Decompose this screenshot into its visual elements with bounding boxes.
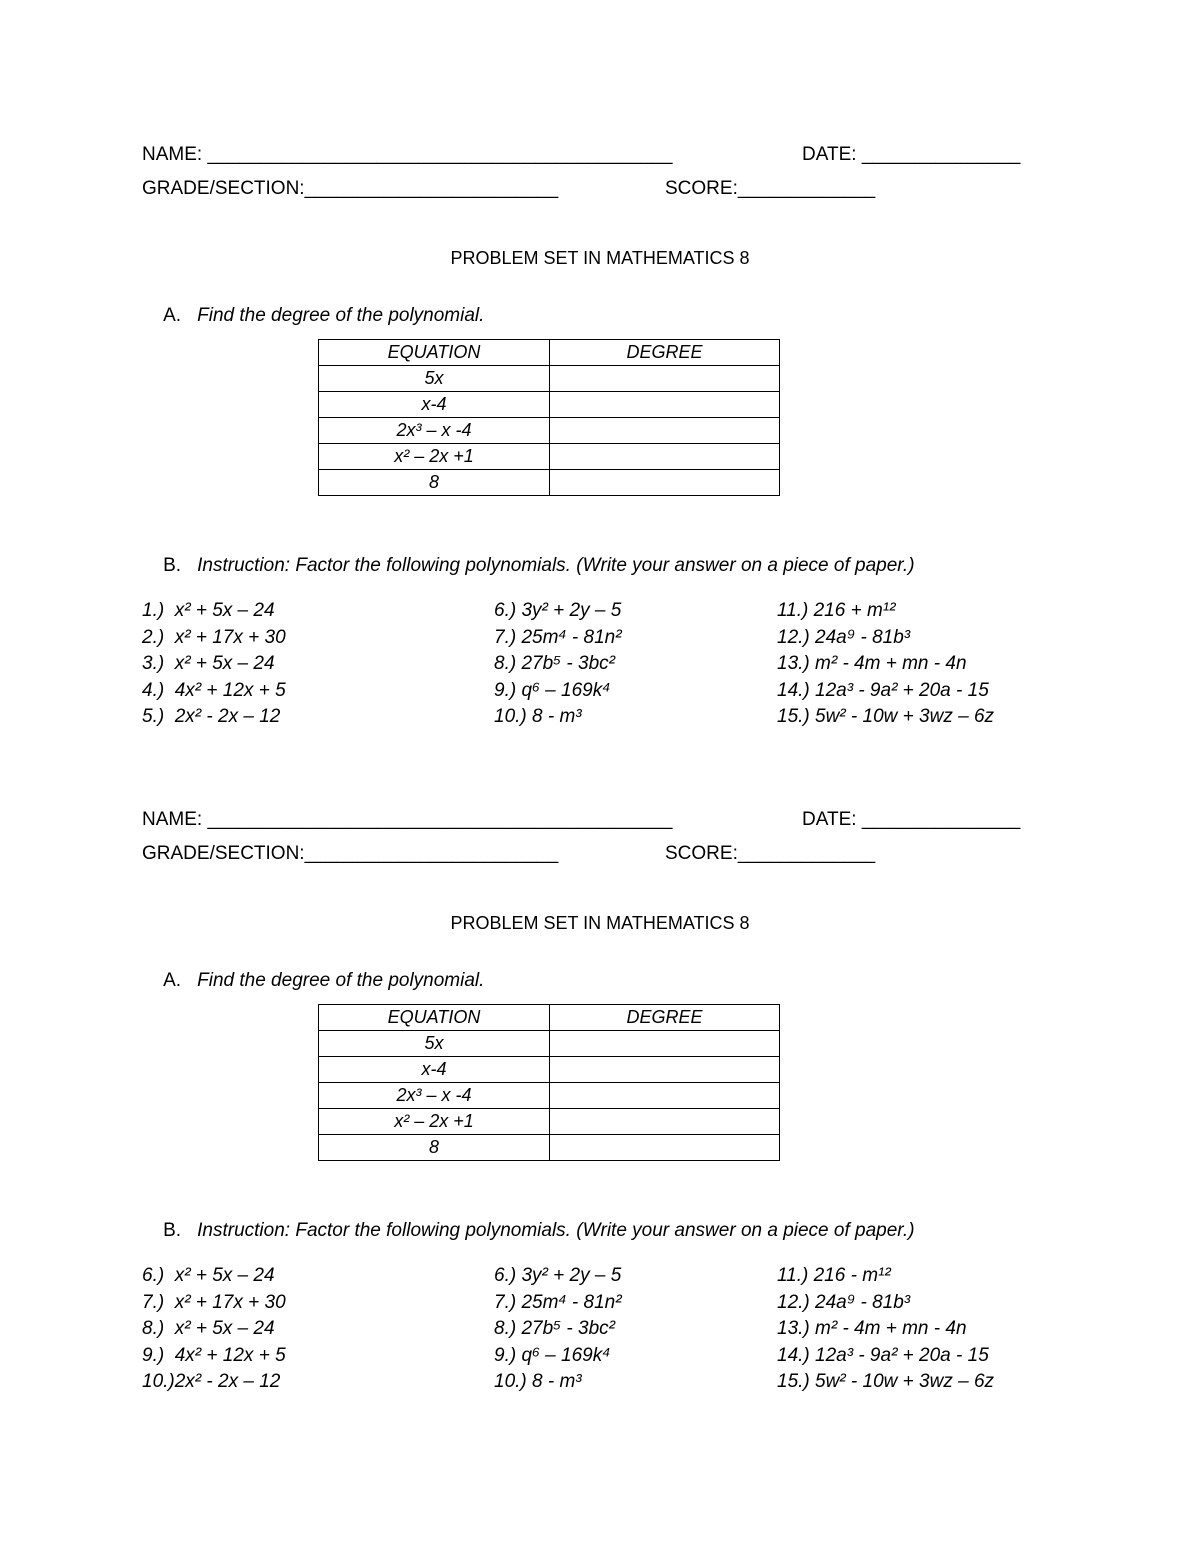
equation-cell: x-4	[319, 392, 550, 418]
degree-table	[318, 1004, 780, 1161]
list-item: 3.) x² + 5x – 24	[142, 653, 275, 674]
part-b-instruction: Instruction: Factor the following polynomials. (Write your answer on a piece of paper.)	[197, 555, 915, 576]
equation-column-header: EQUATION	[319, 1005, 550, 1031]
list-item: 13.) m² - 4m + mn - 4n	[777, 1318, 967, 1339]
grade-section-field[interactable]: GRADE/SECTION:________________________	[142, 178, 559, 199]
grade-section-field[interactable]: GRADE/SECTION:________________________	[142, 843, 559, 864]
name-field[interactable]: NAME: ____________________________________________	[142, 144, 673, 165]
problem-column-3	[777, 1263, 994, 1396]
list-item: 13.) m² - 4m + mn - 4n	[777, 653, 967, 674]
part-a-letter: A.	[163, 970, 182, 991]
list-item: 8.) 27b⁵ - 3bc²	[494, 653, 615, 674]
list-item: 6.) 3y² + 2y – 5	[494, 1265, 622, 1286]
equation-cell: x-4	[319, 1057, 550, 1083]
list-item: 5.) 2x² - 2x – 12	[142, 706, 281, 727]
degree-answer-cell[interactable]	[550, 366, 780, 392]
list-item: 9.) q⁶ – 169k⁴	[494, 1344, 611, 1366]
part-b-instruction: Instruction: Factor the following polynomials. (Write your answer on a piece of paper.)	[197, 1220, 915, 1241]
list-item: 8.) 27b⁵ - 3bc²	[494, 1318, 615, 1339]
list-item: 4.) 4x² + 12x + 5	[142, 679, 286, 701]
date-field[interactable]: DATE: _______________	[802, 809, 1021, 830]
table-row	[319, 470, 780, 496]
part-a-instruction: Find the degree of the polynomial.	[197, 970, 485, 991]
degree-answer-cell[interactable]	[550, 444, 780, 470]
equation-cell: 8	[319, 470, 550, 496]
table-row	[319, 1057, 780, 1083]
degree-answer-cell[interactable]	[550, 1031, 780, 1057]
degree-answer-cell[interactable]	[550, 1057, 780, 1083]
part-a-letter: A.	[163, 305, 182, 326]
table-row	[319, 366, 780, 392]
page-title: PROBLEM SET IN MATHEMATICS 8	[450, 913, 750, 933]
worksheet-1	[0, 0, 1200, 727]
list-item: 1.) x² + 5x – 24	[142, 600, 275, 621]
list-item: 10.) 8 - m³	[494, 706, 582, 727]
table-header-row	[319, 340, 780, 366]
degree-answer-cell[interactable]	[550, 1135, 780, 1161]
part-b-letter: B.	[163, 1220, 182, 1241]
table-row	[319, 1031, 780, 1057]
equation-column-header: EQUATION	[319, 340, 550, 366]
problem-column-2	[494, 1263, 622, 1396]
degree-table	[318, 339, 780, 496]
name-field[interactable]: NAME: ____________________________________________	[142, 809, 673, 830]
equation-cell: 5x	[319, 366, 550, 392]
degree-column-header: DEGREE	[550, 1005, 780, 1031]
part-b-heading	[142, 533, 915, 599]
list-item: 6.) 3y² + 2y – 5	[494, 600, 622, 621]
table-row	[319, 1135, 780, 1161]
worksheet-2	[0, 665, 1200, 1392]
table-row	[319, 392, 780, 418]
equation-cell: 2x³ – x -4	[319, 1083, 550, 1109]
degree-answer-cell[interactable]	[550, 392, 780, 418]
list-item: 8.) x² + 5x – 24	[142, 1318, 275, 1339]
degree-answer-cell[interactable]	[550, 470, 780, 496]
list-item: 9.) 4x² + 12x + 5	[142, 1344, 286, 1366]
degree-answer-cell[interactable]	[550, 418, 780, 444]
table-row	[319, 418, 780, 444]
list-item: 7.) 25m⁴ - 81n²	[494, 626, 622, 648]
equation-cell: x² – 2x +1	[319, 1109, 550, 1135]
part-a-instruction: Find the degree of the polynomial.	[197, 305, 485, 326]
part-b-letter: B.	[163, 555, 182, 576]
part-b-heading	[142, 1198, 915, 1264]
equation-cell: 5x	[319, 1031, 550, 1057]
list-item: 14.) 12a³ - 9a² + 20a - 15	[777, 679, 989, 701]
table-row	[319, 1109, 780, 1135]
list-item: 9.) q⁶ – 169k⁴	[494, 679, 611, 701]
problem-column-1	[142, 1263, 286, 1396]
list-item: 14.) 12a³ - 9a² + 20a - 15	[777, 1344, 989, 1366]
list-item: 6.) x² + 5x – 24	[142, 1265, 275, 1286]
list-item: 15.) 5w² - 10w + 3wz – 6z	[777, 1371, 995, 1392]
list-item: 7.) x² + 17x + 30	[142, 1291, 286, 1313]
list-item: 12.) 24a⁹ - 81b³	[777, 626, 911, 648]
list-item: 7.) 25m⁴ - 81n²	[494, 1291, 622, 1313]
table-header-row	[319, 1005, 780, 1031]
equation-cell: 8	[319, 1135, 550, 1161]
list-item: 11.) 216 + m¹²	[777, 600, 896, 621]
degree-answer-cell[interactable]	[550, 1083, 780, 1109]
list-item: 11.) 216 - m¹²	[777, 1265, 891, 1286]
degree-column-header: DEGREE	[550, 340, 780, 366]
score-field[interactable]: SCORE:_____________	[665, 843, 876, 864]
table-row	[319, 1083, 780, 1109]
score-field[interactable]: SCORE:_____________	[665, 178, 876, 199]
list-item: 10.) 8 - m³	[494, 1371, 582, 1392]
list-item: 15.) 5w² - 10w + 3wz – 6z	[777, 706, 995, 727]
page-title: PROBLEM SET IN MATHEMATICS 8	[450, 248, 750, 268]
list-item: 10.)2x² - 2x – 12	[142, 1371, 281, 1392]
degree-answer-cell[interactable]	[550, 1109, 780, 1135]
equation-cell: 2x³ – x -4	[319, 418, 550, 444]
equation-cell: x² – 2x +1	[319, 444, 550, 470]
table-row	[319, 444, 780, 470]
list-item: 2.) x² + 17x + 30	[142, 626, 286, 648]
list-item: 12.) 24a⁹ - 81b³	[777, 1291, 911, 1313]
date-field[interactable]: DATE: _______________	[802, 144, 1021, 165]
